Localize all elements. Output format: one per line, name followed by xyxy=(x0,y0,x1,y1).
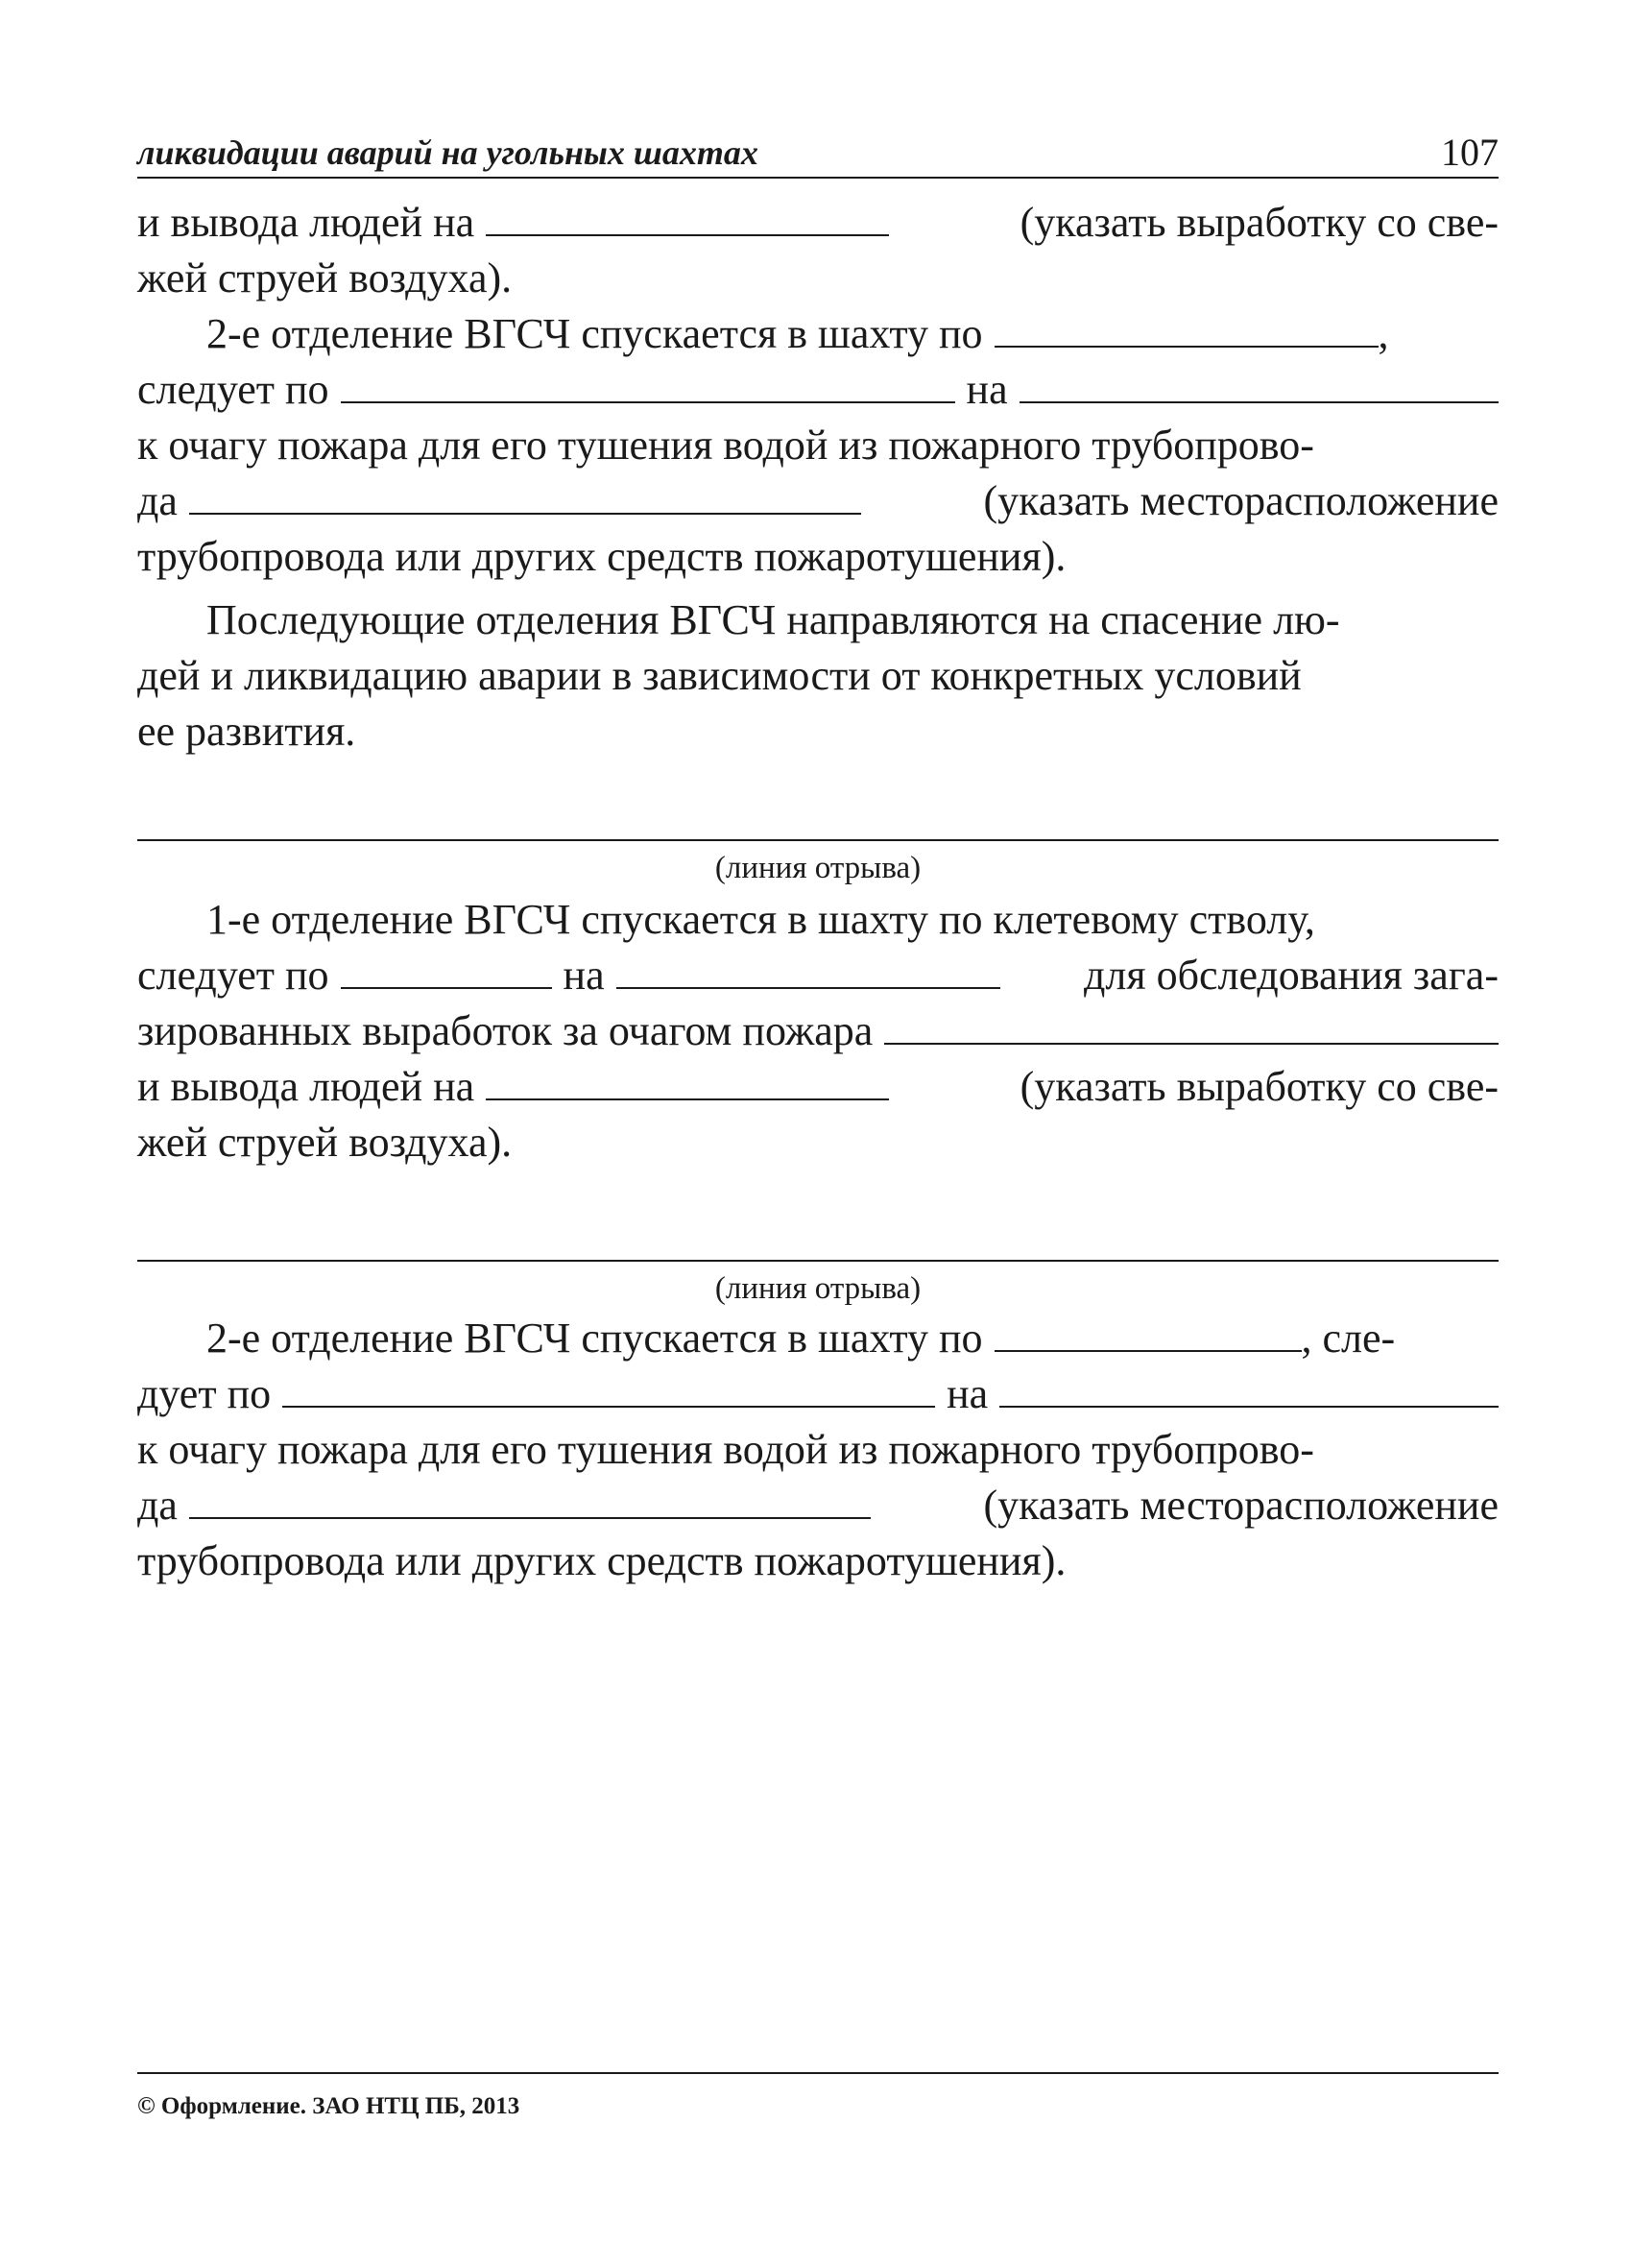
text-line xyxy=(137,1369,1499,1425)
fill-in-blank xyxy=(189,1484,871,1519)
fill-in-blank xyxy=(486,1066,889,1100)
text-fragment: ее развития. xyxy=(137,708,356,755)
text-fragment: Последующие отделения ВГСЧ направляются на спасение лю- xyxy=(206,596,1340,643)
fill-in-blank xyxy=(189,480,861,515)
text-line xyxy=(137,951,1499,1006)
text-fragment: трубопровода или других средств пожаротушения). xyxy=(137,1537,1067,1584)
text-fragment: , xyxy=(1378,310,1389,357)
fill-in-blank xyxy=(282,1373,935,1408)
text-fragment: дует по xyxy=(137,1370,272,1417)
text-line xyxy=(137,895,1499,951)
text-fragment: для обследования зага- xyxy=(1084,952,1499,999)
fill-in-blank xyxy=(995,1317,1302,1352)
text-fragment: , сле- xyxy=(1301,1315,1396,1362)
tear-label: (линия отрыва) xyxy=(714,851,922,885)
text-line xyxy=(137,1425,1499,1481)
text-fragment: (указать выработку со све- xyxy=(1020,1063,1499,1110)
text-line xyxy=(137,1481,1499,1536)
text-fragment: и вывода людей на xyxy=(137,199,475,246)
text-fragment: 2-е отделение ВГСЧ спускается в шахту по xyxy=(206,310,983,357)
copyright-text: © Оформление. ЗАО НТЦ ПБ, 2013 xyxy=(137,2093,520,2119)
text-fragment: на xyxy=(966,366,1008,413)
section-3 xyxy=(137,1314,1499,1592)
text-fragment: следует по xyxy=(137,366,329,413)
text-fragment: (указать месторасположение xyxy=(983,477,1499,524)
text-fragment: трубопровода или других средств пожаротушения). xyxy=(137,533,1067,580)
text-line xyxy=(137,476,1499,532)
fill-in-blank xyxy=(341,369,955,403)
text-line xyxy=(137,253,1499,309)
text-fragment: (указать месторасположение xyxy=(983,1482,1499,1529)
text-fragment: к очагу пожара для его тушения водой из пожарного трубопрово- xyxy=(137,1426,1314,1473)
fill-in-blank xyxy=(995,313,1379,348)
text-line xyxy=(137,1006,1499,1062)
fill-in-blank xyxy=(884,1010,1499,1045)
running-header xyxy=(137,127,1499,179)
text-fragment: и вывода людей на xyxy=(137,1063,475,1110)
tear-label: (линия отрыва) xyxy=(714,1271,922,1306)
fill-in-blank xyxy=(1020,369,1499,403)
fill-in-blank xyxy=(486,202,889,236)
text-line xyxy=(137,1118,1499,1173)
tear-rule xyxy=(137,1260,1499,1262)
copyright-footer xyxy=(137,2072,1499,2120)
header-title: ликвидации аварий на угольных шахтах xyxy=(137,133,758,172)
text-fragment: да xyxy=(137,477,178,524)
section-1 xyxy=(137,198,1499,762)
text-fragment: на xyxy=(947,1370,989,1417)
text-fragment: 1-е отделение ВГСЧ спускается в шахту по клетевому стволу, xyxy=(206,896,1315,943)
text-fragment: зированных выработок за очагом пожара xyxy=(137,1007,874,1054)
text-fragment: к очагу пожара для его тушения водой из пожарного трубопрово- xyxy=(137,422,1314,469)
text-line xyxy=(137,1536,1499,1592)
text-line xyxy=(137,421,1499,476)
tear-rule xyxy=(137,839,1499,841)
text-line xyxy=(137,595,1499,651)
text-line xyxy=(137,365,1499,421)
page-number: 107 xyxy=(1441,131,1499,174)
fill-in-blank xyxy=(616,954,1000,989)
text-line xyxy=(137,1314,1499,1369)
fill-in-blank xyxy=(341,954,552,989)
tear-line xyxy=(137,1260,1499,1307)
text-line xyxy=(137,532,1499,588)
text-line xyxy=(137,1062,1499,1118)
text-fragment: следует по xyxy=(137,952,329,999)
text-fragment: да xyxy=(137,1482,178,1529)
text-fragment: 2-е отделение ВГСЧ спускается в шахту по xyxy=(206,1315,983,1362)
text-line xyxy=(137,198,1499,253)
text-fragment: жей струей воздуха). xyxy=(137,254,513,302)
tear-line xyxy=(137,839,1499,886)
text-fragment: жей струей воздуха). xyxy=(137,1119,513,1166)
text-line xyxy=(137,707,1499,762)
text-fragment: дей и ликвидацию аварии в зависимости от конкретных условий xyxy=(137,652,1302,699)
text-fragment: на xyxy=(563,952,605,999)
text-fragment: (указать выработку со све- xyxy=(1020,199,1499,246)
section-2 xyxy=(137,895,1499,1173)
text-line xyxy=(137,309,1499,365)
fill-in-blank xyxy=(999,1373,1499,1408)
text-line xyxy=(137,651,1499,707)
